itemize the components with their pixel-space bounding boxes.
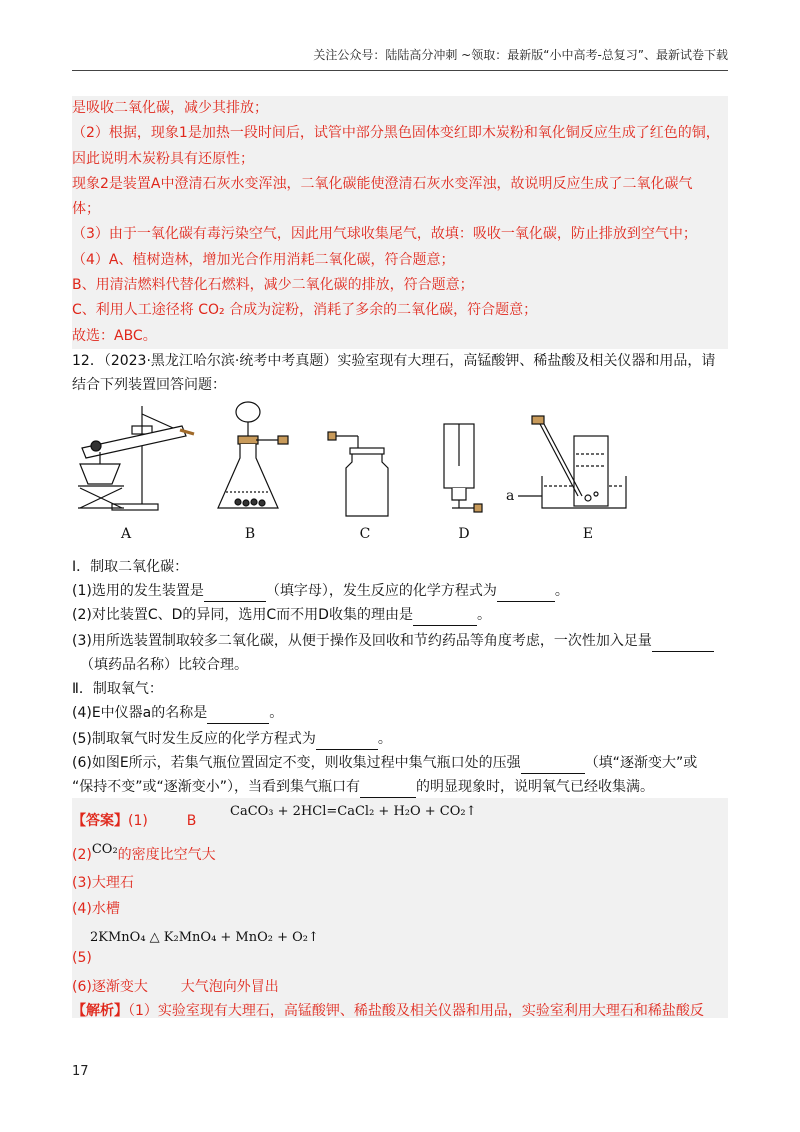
prev-analysis-line: 因此说明木炭粉具有还原性； [72, 150, 254, 167]
prev-analysis-line: B、用清洁燃料代替化石燃料，减少二氧化碳的排放，符合题意； [72, 277, 474, 294]
blank-q6-phenomenon[interactable] [360, 781, 416, 798]
answer-1-formula: CaCO₃ + 2HCl=CaCl₂ + H₂O + CO₂↑ [230, 804, 477, 819]
apparatus-label-a: A [120, 526, 132, 542]
question-2: (2)对比装置C、D的异同，选用C而不用D收集的理由是 。 [72, 604, 491, 626]
blank-q1-equation[interactable] [497, 585, 555, 602]
question-stem-cont: 结合下列装置回答问题： [72, 377, 226, 393]
prev-analysis-line: （2）根据，现象1是加热一段时间后，试管中部分黑色固体变红即木炭粉和氧化铜反应生成了红色的铜， [72, 125, 720, 142]
analysis-line: 【解析】（1）实验室现有大理石，高锰酸钾、稀盐酸及相关仪器和用品，实验室利用大理石和稀盐酸反 [72, 1003, 704, 1019]
answer-5: (5) [72, 950, 92, 966]
prev-analysis-line: 故选：ABC。 [72, 327, 157, 344]
answer-5-formula: 2KMnO₄ △ K₂MnO₄ + MnO₂ + O₂↑ [90, 930, 319, 945]
prev-analysis-line: （3）由于一氧化碳有毒污染空气，因此用气球收集尾气，故填：吸收一氧化碳，防止排放到空气中； [72, 226, 697, 243]
header-rule [72, 70, 728, 71]
question-5: (5)制取氧气时发生反应的化学方程式为 。 [72, 728, 392, 750]
apparatus-a-label-small: a [506, 488, 515, 504]
answer-6: (6)逐渐变大 大气泡向外冒出 [72, 979, 279, 995]
apparatus-c [328, 432, 388, 516]
answer-1: 【答案】(1) B [72, 813, 197, 829]
question-6-cont: “保持不变”或“逐渐变小”），当看到集气瓶口有 的明显现象时，说明氧气已经收集满。 [72, 776, 654, 798]
apparatus-label-c: C [359, 526, 371, 542]
page-number: 17 [72, 1064, 89, 1079]
question-6: (6)如图E所示，若集气瓶位置固定不变，则收集过程中集气瓶口处的压强 （填“逐渐变大”或 [72, 752, 697, 774]
question-3: (3)用所选装置制取较多二氧化碳，从便于操作及回收和节约药品等角度考虑，一次性加入足量 [72, 630, 714, 652]
prev-analysis-line: 现象2是装置A中澄清石灰水变浑浊，二氧化碳能使澄清石灰水变浑浊，故说明反应生成了二氧化碳气 [72, 175, 693, 192]
apparatus-a [78, 406, 194, 510]
apparatus-figure [72, 396, 632, 546]
prev-analysis-line: 体； [72, 201, 100, 218]
part1-title: Ⅰ．制取二氧化碳： [72, 559, 189, 575]
blank-q4-name[interactable] [207, 707, 269, 724]
prev-analysis-line: 是吸收二氧化碳，减少其排放； [72, 100, 268, 116]
blank-q1-device[interactable] [204, 585, 266, 602]
blank-q6-pressure[interactable] [521, 757, 585, 774]
apparatus-d [444, 424, 482, 512]
blank-q3-reagent[interactable] [652, 635, 714, 652]
question-stem: 12．（2023·黑龙江哈尔滨·统考中考真题）实验室现有大理石，高锰酸钾、稀盐酸及相关仪器和用品，请 [72, 353, 716, 369]
answer-2: (2)CO₂的密度比空气大 [72, 842, 216, 863]
blank-q2-reason[interactable] [413, 609, 477, 626]
apparatus-b [218, 402, 288, 508]
prev-analysis-line: （4）A、植树造林，增加光合作用消耗二氧化碳，符合题意； [72, 251, 455, 268]
prev-analysis-line: C、利用人工途径将 CO₂ 合成为淀粉，消耗了多余的二氧化碳，符合题意； [72, 302, 538, 319]
prev-analysis-block [72, 96, 728, 349]
apparatus-label-b: B [244, 526, 256, 542]
question-4: (4)E中仪器a的名称是 。 [72, 702, 283, 724]
blank-q5-equation[interactable] [316, 733, 378, 750]
question-3-cont: （填药品名称）比较合理。 [80, 657, 248, 673]
apparatus-label-e: E [582, 526, 594, 542]
apparatus-e [518, 416, 626, 508]
part2-title: Ⅱ．制取氧气： [72, 681, 163, 697]
apparatus-label-d: D [458, 526, 470, 542]
page-header: 关注公众号：陆陆高分冲刺 ~领取：最新版“小中高考-总复习”、最新试卷下载 [313, 48, 728, 62]
answer-block [72, 798, 728, 1018]
answer-4: (4)水槽 [72, 901, 120, 917]
answer-3: (3)大理石 [72, 875, 134, 891]
question-1: (1)选用的发生装置是 （填字母），发生反应的化学方程式为 。 [72, 580, 569, 602]
